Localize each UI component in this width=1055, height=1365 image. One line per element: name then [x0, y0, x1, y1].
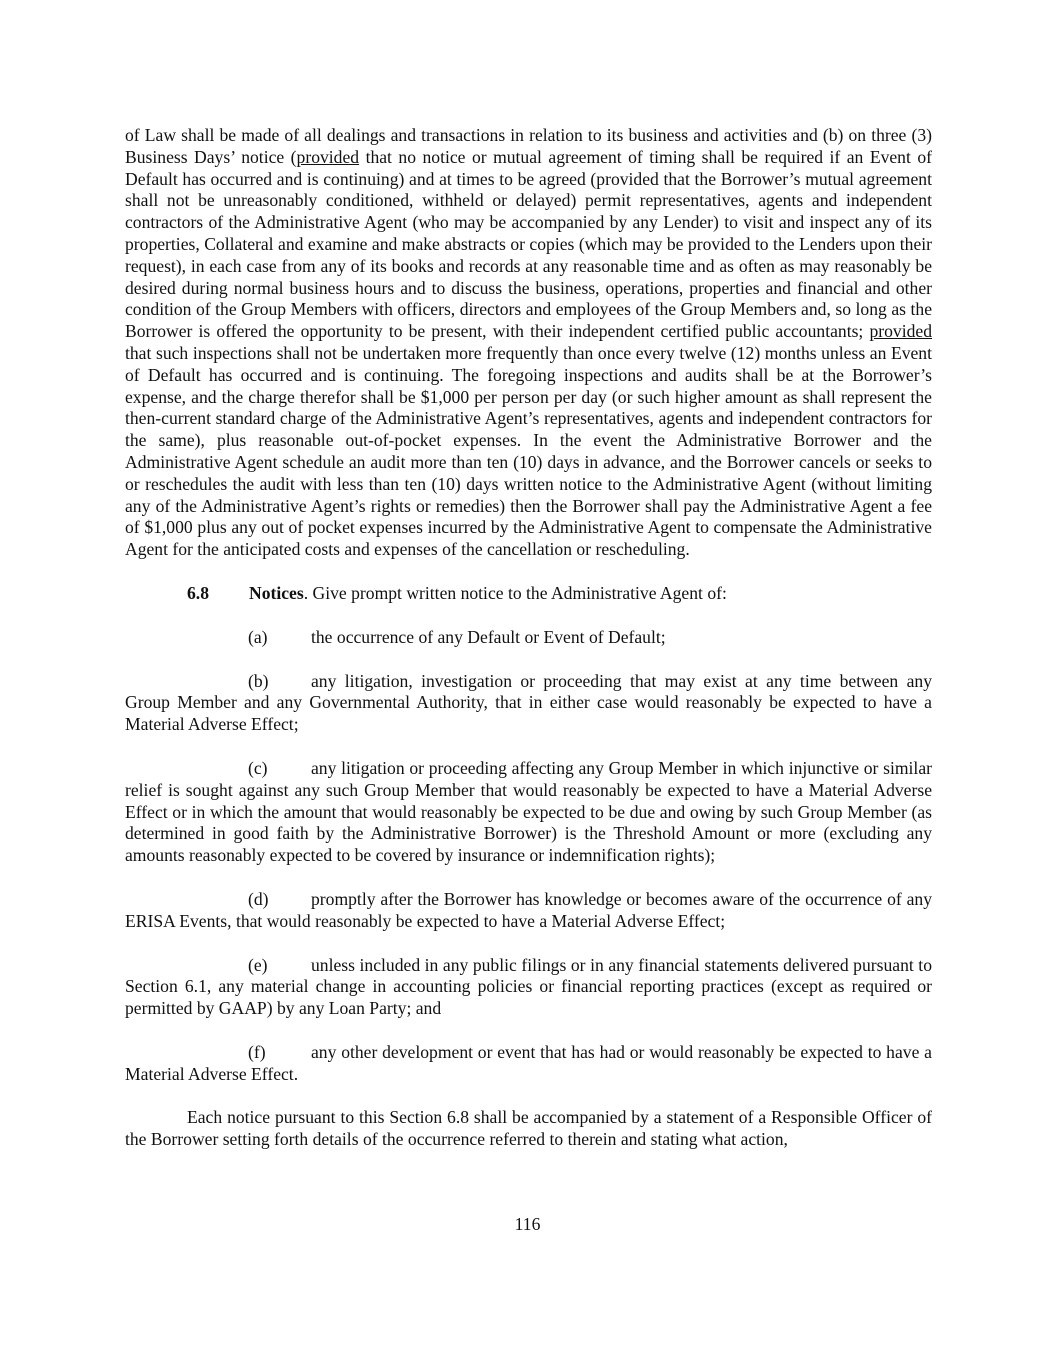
page-number: 116: [514, 1214, 541, 1234]
intro-paragraph: [125, 125, 932, 561]
section-number: 6.8: [187, 582, 209, 603]
intro-text-3: that such inspections shall not be undertaken more frequently than once every twelve (12) months unless an Event of Default has occurred and is continuing. The foregoing inspections and audits shall be at the Borrower’s expense, and the charge therefor shall be $1,000 per person per day (or such higher amount as shall represent the then-current standard charge of the Administrative Agent’s representatives, agents and independent contractors for the same), plus reasonable out-of-pocket expenses. In the event the Administrative Borrower and the Administrative Agent schedule an audit more than ten (10) days in advance, and the Borrower cancels or seeks to or reschedules the audit with less than ten (10) days written notice to the Administrative Agent (without limiting any of the Administrative Agent’s rights or remedies) then the Borrower shall pay the Administrative Agent a fee of $1,000 plus any out of pocket expenses incurred by the Administrative Agent to compensate the Administrative Agent for the anticipated costs and expenses of the cancellation or rescheduling.: [125, 342, 932, 560]
list-item-e: [125, 955, 932, 1020]
section-intro-text: . Give prompt written notice to the Administrative Agent of:: [303, 582, 727, 603]
item-text: any litigation or proceeding affecting any Group Member in which injunctive or similar relief is sought against any such Group Member that would reasonably be expected to have a Material Adverse Effect or in which the amount that would reasonably be expected to be due and owing by such Group Member (as determined in good faith by the Administrative Borrower) is the Threshold Amount or more (excluding any amounts reasonably expected to be covered by insurance or indemnification rights);: [125, 757, 932, 866]
item-marker: (b): [248, 670, 269, 691]
item-marker: (e): [248, 954, 268, 975]
list-item-d: [125, 889, 932, 933]
item-text: the occurrence of any Default or Event of Default;: [311, 626, 666, 647]
item-marker: (c): [248, 757, 268, 778]
item-marker: (a): [248, 626, 268, 647]
provided-term-2: provided: [869, 321, 932, 342]
list-item-f: [125, 1042, 932, 1086]
item-text: promptly after the Borrower has knowledge or becomes aware of the occurrence of any ERISA Events, that would reasonably be expected to have a Material Adverse Effect;: [125, 888, 932, 931]
list-item-b: [125, 671, 932, 736]
item-marker: (d): [248, 888, 269, 909]
item-text: unless included in any public filings or in any financial statements delivered pursuant to Section 6.1, any material change in accounting policies or financial reporting practices (except as required or permitted by GAAP) by any Loan Party; and: [125, 954, 932, 1019]
intro-text-2: that no notice or mutual agreement of timing shall be required if an Event of Default has occurred and is continuing) and at times to be agreed (provided that the Borrower’s mutual agreement shall not be unreasonably conditioned, withheld or delayed) permit representatives, agents and independent contractors of the Administrative Agent (who may be accompanied by any Lender) to visit and inspect any of its properties, Collateral and examine and make abstracts or copies (which may be provided to the Lenders upon their request), in each case from any of its books and records at any reasonable time and as often as may reasonably be desired during normal business hours and to discuss the business, operations, properties and financial and other condition of the Group Members with officers, directors and employees of the Group Members and, so long as the Borrower is offered the opportunity to be present, with their independent certified public accountants;: [125, 146, 932, 342]
provided-term-1: provided: [296, 146, 360, 167]
item-text: any litigation, investigation or proceeding that may exist at any time between any Group Member and any Governmental Authority, that in either case would reasonably be expected to have a Material Adverse Effect;: [125, 670, 932, 735]
document-page: [125, 125, 932, 1151]
closing-paragraph: Each notice pursuant to this Section 6.8 shall be accompanied by a statement of a Responsible Officer of the Borrower setting forth details of the occurrence referred to therein and stating what action,: [125, 1107, 932, 1150]
section-title: Notices: [249, 582, 304, 603]
item-text: any other development or event that has had or would reasonably be expected to have a Material Adverse Effect.: [125, 1041, 932, 1084]
list-item-a: [125, 627, 932, 649]
list-item-c: [125, 758, 932, 867]
section-heading: [125, 583, 932, 605]
intro-text-1: of Law shall be made of all dealings and transactions in relation to its business and activities and (b) on three (3) Business Days’ notice (: [125, 125, 932, 167]
item-marker: (f): [248, 1041, 266, 1062]
